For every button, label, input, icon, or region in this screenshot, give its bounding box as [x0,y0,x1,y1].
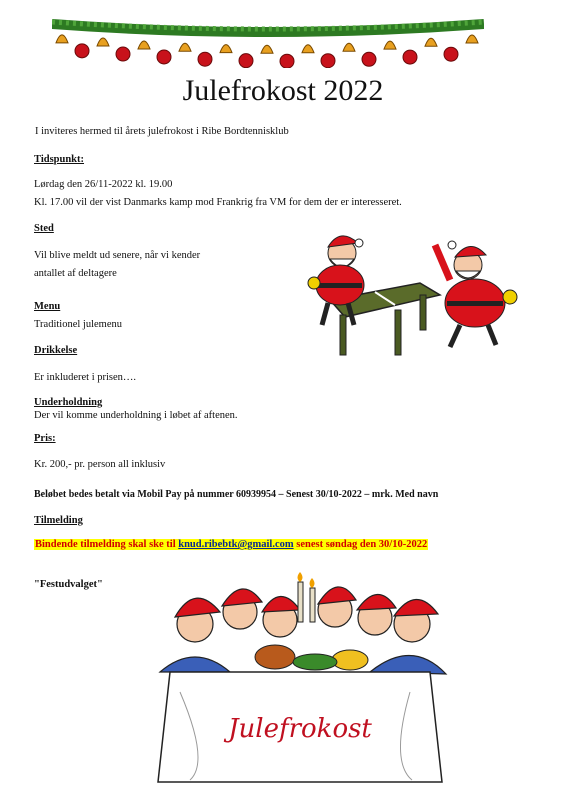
ball-ornament-icon [75,44,89,58]
heading-pris: Pris: [34,433,56,444]
heading-underholdning: Underholdning [34,397,103,408]
tidspunkt-line-2: Kl. 17.00 vil der vist Danmarks kamp mod Frankrig fra VM for dem der er interesseret. [34,197,402,208]
bell-ornament-icon [138,41,150,49]
heading-tidspunkt: Tidspunkt: [34,154,85,165]
bell-ornament-icon [97,38,109,46]
ball-ornament-icon [444,47,458,61]
intro-text: I inviteres hermed til årets julefrokost i Ribe Bordtennisklub [35,126,289,137]
ball-ornament-icon [280,54,294,68]
signup-email-link[interactable]: knud.ribebtk@gmail.com [178,539,294,550]
heading-tilmelding: Tilmelding [34,515,83,526]
santas-table-tennis-illustration [300,225,532,385]
heading-menu: Menu [34,301,61,312]
bell-ornament-icon [343,43,355,51]
bell-ornament-icon [220,45,232,53]
ball-ornament-icon [157,50,171,64]
heading-drikkelse: Drikkelse [34,345,78,356]
pris-line-1: Kr. 200,- pr. person all inklusiv [34,459,166,470]
bell-ornament-icon [179,43,191,51]
signup-text-before: Bindende tilmelding skal ske til [35,539,179,550]
ball-ornament-icon [116,47,130,61]
ball-ornament-icon [239,54,253,68]
underholdning-line-1: Der vil komme underholdning i løbet af aftenen. [34,410,238,421]
bell-ornament-icon [56,35,68,43]
bell-ornament-icon [466,35,478,43]
bell-ornament-icon [425,38,437,46]
festudvalget-label: "Festudvalget" [34,579,103,590]
sted-line-2: antallet af deltagere [34,268,117,279]
signup-notice [34,539,428,550]
page-title: Julefrokost 2022 [182,74,384,107]
sted-line-1: Vil blive meldt ud senere, når vi kender [34,250,201,261]
heading-sted: Sted [34,223,54,234]
garland-decoration [52,10,484,68]
bell-ornament-icon [261,45,273,53]
bell-ornament-icon [384,41,396,49]
menu-line-1: Traditionel julemenu [34,319,122,330]
ball-ornament-icon [198,52,212,66]
ball-ornament-icon [321,54,335,68]
ball-ornament-icon [362,52,376,66]
drikkelse-line-1: Er inkluderet i prisen…. [34,372,137,383]
table-banner-text: Julefrokost [228,714,372,744]
payment-note: Beløbet bedes betalt via Mobil Pay på nummer 60939954 – Senest 30/10-2022 – mrk. Med navn [34,489,439,500]
julefrokost-party-illustration [150,562,450,794]
bell-ornament-icon [302,45,314,53]
signup-text-after: senest søndag den 30/10-2022 [293,539,428,550]
tidspunkt-line-1: Lørdag den 26/11-2022 kl. 19.00 [34,179,173,190]
ball-ornament-icon [403,50,417,64]
